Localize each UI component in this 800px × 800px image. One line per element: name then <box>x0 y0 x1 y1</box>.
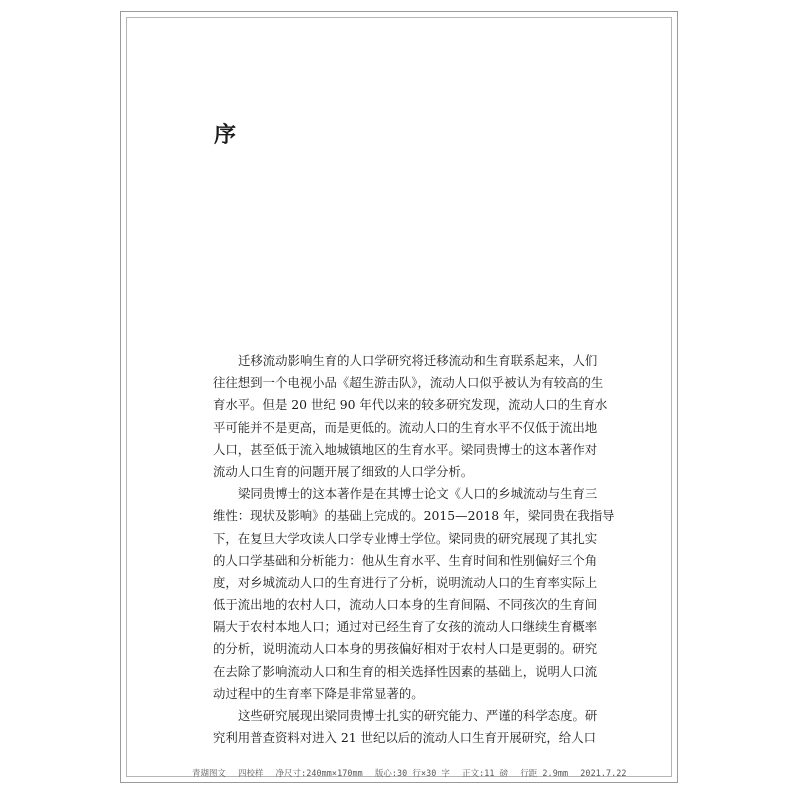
text-line: 维性：现状及影响》的基础上完成的。2015—2018 年，梁同贵在我指导 <box>213 508 615 524</box>
text-line: 这些研究展现出梁同贵博士扎实的研究能力、严谨的科学态度。研 <box>238 708 598 723</box>
text-line: 流动人口生育的问题开展了细致的人口学分析。 <box>213 463 474 479</box>
text-line: 度，对乡城流动人口的生育进行了分析，说明流动人口的生育率实际上 <box>213 574 598 590</box>
text-line: 究利用普查资料对进入 21 世纪以后的流动人口生育开展研究，给人口 <box>213 730 596 746</box>
text-line: 平可能并不是更高，而是更低的。流动人口的生育水平不仅低于流出地 <box>213 419 598 435</box>
text-line: 的人口学基础和分析能力：他从生育水平、生育时间和性别偏好三个角 <box>213 552 598 568</box>
text-line: 下，在复旦大学攻读人口学专业博士学位。梁同贵的研究展现了其扎实 <box>213 530 598 546</box>
page-heading: 序 <box>214 123 239 148</box>
text-line: 往往想到一个电视小品《超生游击队》，流动人口似乎被认为有较高的生 <box>213 375 604 391</box>
proof-colophon <box>192 767 632 779</box>
colophon-date: 2021.7.22 <box>580 768 627 778</box>
colophon-layout: 版心:30 行×30 字 <box>374 768 450 778</box>
text-line: 动过程中的生育率下降是非常显著的。 <box>213 685 424 701</box>
body-text <box>213 350 615 749</box>
colophon-spacing: 行距 2.9mm <box>520 768 569 778</box>
text-line: 人口，甚至低于流入地城镇地区的生育水平。梁同贵博士的这本著作对 <box>213 441 598 457</box>
text-line: 低于流出地的农村人口，流动人口本身的生育间隔、不同孩次的生育间 <box>213 597 598 613</box>
text-line: 迁移流动影响生育的人口学研究将迁移流动和生育联系起来，人们 <box>238 353 598 368</box>
text-line: 育水平。但是 20 世纪 90 年代以来的较多研究发现，流动人口的生育水 <box>213 397 608 413</box>
colophon-trim: 净尺寸:240mm×170mm <box>275 768 363 778</box>
text-line: 隔大于农村本地人口；通过对已经生育了女孩的流动人口继续生育概率 <box>213 619 598 635</box>
text-line: 梁同贵博士的这本著作是在其博士论文《人口的乡城流动与生育三 <box>238 486 598 502</box>
text-line: 在去除了影响流动人口和生育的相关选择性因素的基础上，说明人口流 <box>213 663 598 679</box>
colophon-publisher: 青瑚图文 <box>192 768 226 778</box>
colophon-font: 正文:11 磅 <box>462 768 509 778</box>
text-line: 的分析，说明流动人口本身的男孩偏好相对于农村人口是更弱的。研究 <box>213 641 598 657</box>
colophon-proof: 四校样 <box>238 768 264 778</box>
